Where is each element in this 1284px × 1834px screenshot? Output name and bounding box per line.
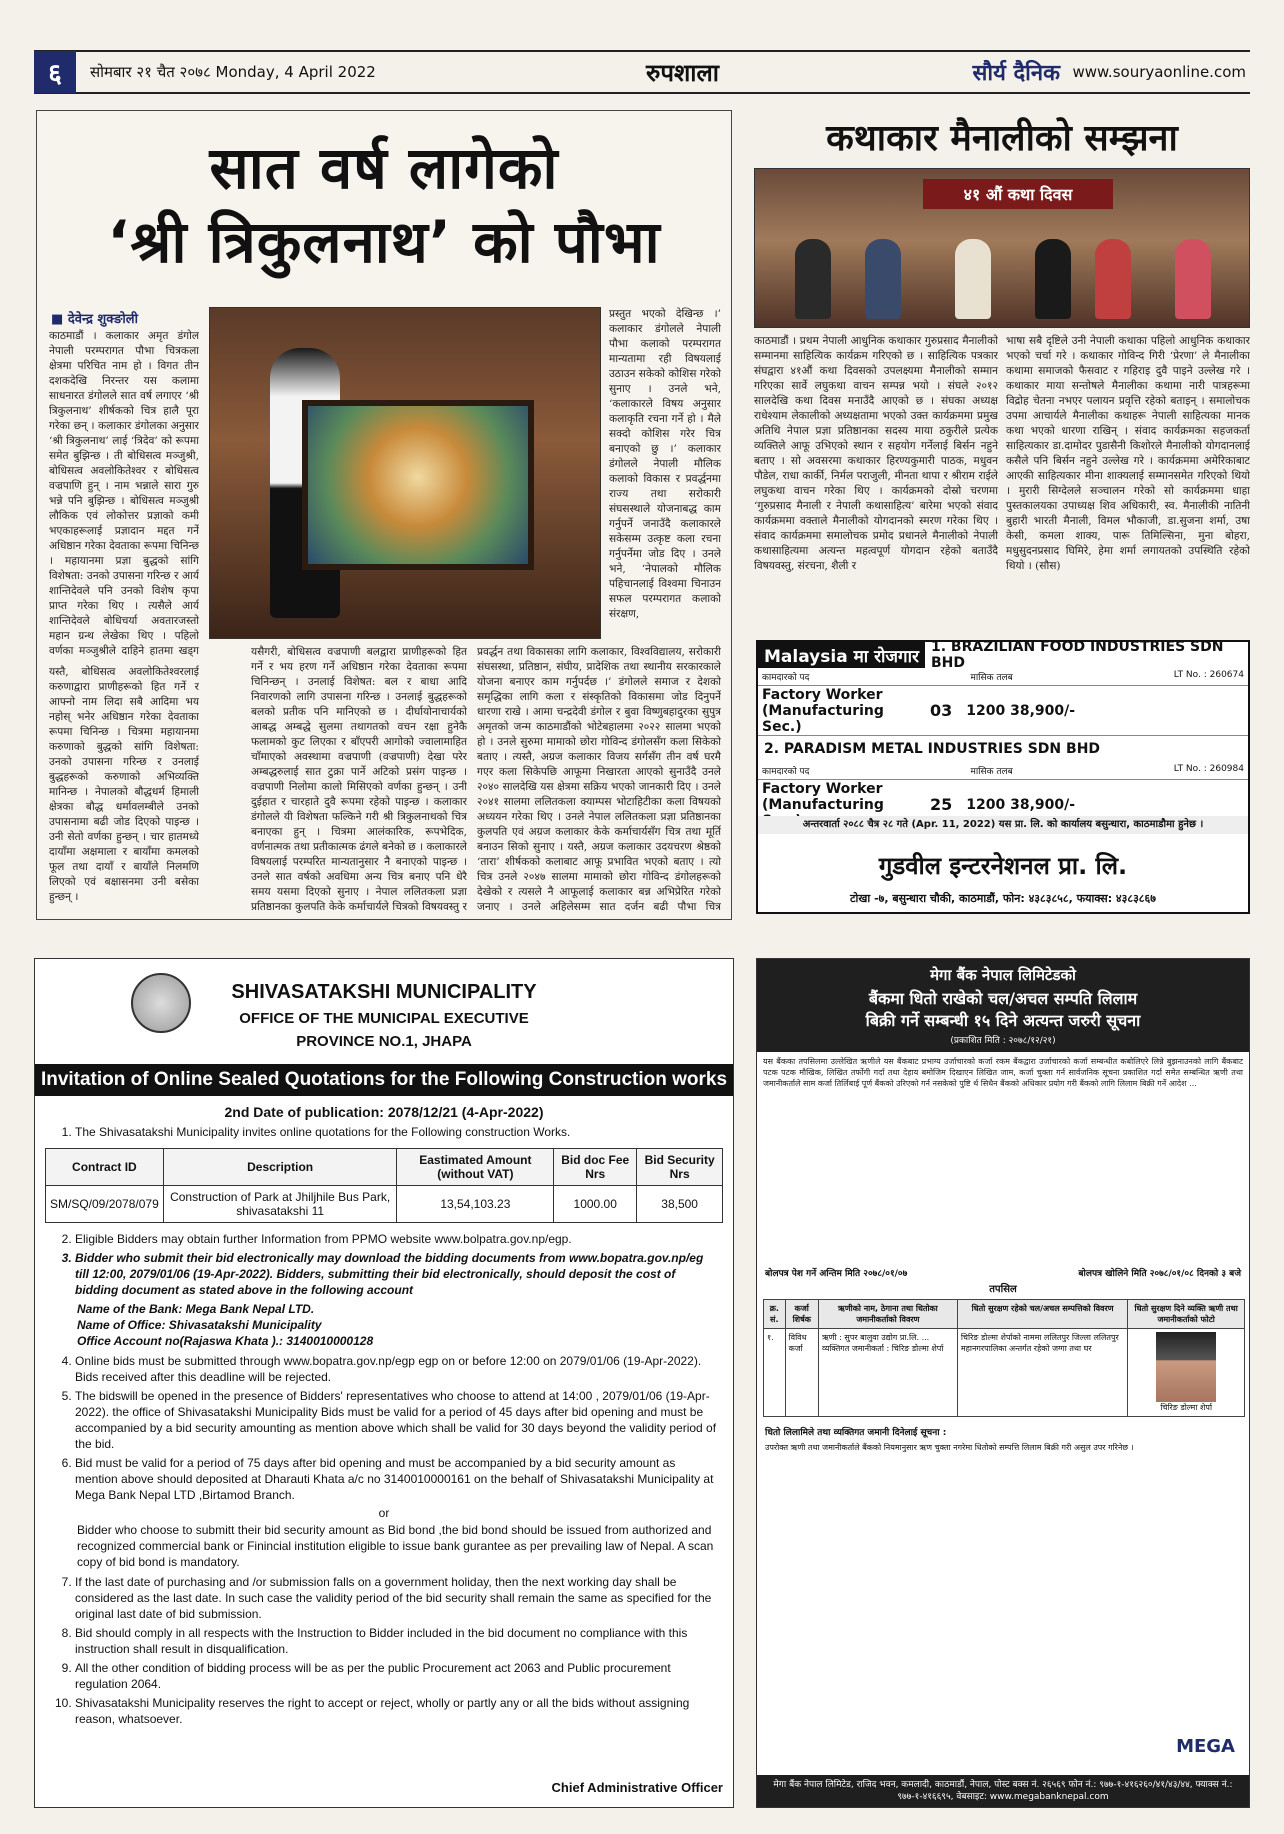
- ad-lt-1: LT No. : 260674: [1173, 670, 1244, 680]
- note-title: धितो लिलामिले तथा व्यक्तिगत जमानी दिनेलाई सूचना :: [765, 1428, 947, 1438]
- col-description: Description: [163, 1149, 397, 1186]
- notice-province: PROVINCE NO.1, JHAPA: [296, 1033, 472, 1050]
- cell-loan-type: विविध कर्जा: [785, 1329, 818, 1417]
- job-count: 03: [930, 701, 953, 720]
- notice-item: 1. The Shivasatakshi Municipality invites online quotations for the Following construction Works.: [75, 1124, 719, 1140]
- section-name: रुपशाला: [646, 58, 720, 87]
- bank-footer: मेगा बैंक नेपाल लिमिटेड, राजिद भवन, कमलादी, काठमाडौं, नेपाल, पोस्ट बक्स नं. २६५६९ फोन नं.: ९७७-१-४१६२६०/४१/४३/४४, फ्याक्स नं.: ९७७-१-४१६६९५, वेबसाइट: www.megabanknepal.com: [757, 1775, 1249, 1807]
- seated-person: [1095, 239, 1131, 319]
- bank-auction-notice: [756, 958, 1250, 1808]
- col-security: Bid Security Nrs: [637, 1149, 723, 1186]
- article-column-1: काठमाडौं । कलाकार अमृत डंगोल नेपाली परम्परागत पौभा चित्रकला क्षेत्रमा परिचित नाम हो । विगत तीन दशकदेखि निरन्तर यस कलामा साधनारत डंगोलले सात वर्ष लगाएर ‘श्री त्रिकुलनाथ’ शीर्षकको चित्र हालै पूरा गरेका छन् । कलाकार डंगोलका अनुसार ‘श्री त्रिकुलनाथ’ लाई ‘त्रिदेव’ को रूपमा समेत बुझिन्छ । ती बोधिसत्व मञ्जुश्री, बोधिसत्व अवलोकितेश्वर र बोधिसत्व वज्रपाणि हुन् । नाम भन्नाले सारा गुरु भन्ने पनि बुझिन्छ । बोधिसत्व मञ्जुश्री लौकिक एवं लोकोत्तर प्रज्ञाको कमी भएकाहरूलाई प्रज्ञादान मद्दत गर्ने अधिष्ठान गरेका देवताका रूपमा चिनिन्छ । महायानमा प्रज्ञा बुद्धको सांगि विशेषता: उनको उपासना गरिन्छ र आर्य शान्तिदेवले पनि उनको विशेष कृपा प्राप्त गरेका थिए । त्यसैले आर्य शान्तिदेवले बोधिचर्या अवतारजस्तो महान ग्रन्थ लेखेका थिए । पहिलो वर्णका मञ्जुश्रीले दाहिने हातमा खड्ग: [49, 330, 199, 657]
- seated-person: [865, 239, 901, 319]
- table-row: [46, 1186, 723, 1223]
- article-column-1b: यस्तै, बोधिसत्व अवलोकितेश्वरलाई करुणाद्वारा प्राणीहरूको हित गर्ने र आफ्नो नाम लिदा सबै आदिमा भय नहोस् भनेर अधिष्ठान गरेका देवताका रूपमा चिनिन्छ । चित्रमा महायानमा करुणाको बुद्धको सांगि विशेषता: उनको उपासना गरिन्छ र उनलाई बुद्धहरूको करुणाको अभिव्यक्ति मानिन्छ । नेपालको बौद्धधर्म हिमाली क्षेत्रका बौद्ध धर्मावलम्बीले उनको उपासनामा बढी जोड दिएको पाइन्छ । उनी सेतो वर्णका हुन्छन् । चार हातमध्ये दायाँमा अक्षमाला र बायाँमा कमलको फूल तथा दायाँ र बायाँले निलमणि लिएको एवं बक्षासनमा उनी बसेका हुन्छन् ।: [49, 666, 199, 903]
- ad-meta-row: [758, 762, 1248, 780]
- bank-notice-body: यस बैंकका तपसिलमा उल्लेखित ऋणीले यस बैंकबाट प्रभाग्य उर्जाचारको कर्जा रकम बैंकद्वारा उर्जाचारको कर्जा सम्बन्धीत कबोलिएरे लिन्ने बुझनाउनको लागि बैंकबाट पटक पटक मौखिक, लिखित तर्फोगी गर्दा तथा देहाय बमोजिम दिखाएन लिखित जाम, कर्जा चुक्ता गर्न सार्वजनिक सूचना प्रकाशित गर्दा समेत सम्बन्धित ऋणी तथा जमानीकर्ताले साम कर्जा तिर्लिबाई पूर्ण बैंकको उरिएको गर्न नसकेको पुष्टि र्थ सिधैन बैंकको अधिकार प्रयोग गरी बैंकको लागि लिलाम बिक्री गर्ने आदेश ...: [763, 1057, 1243, 1088]
- notice-list-cont: [75, 1231, 719, 1298]
- agency-address: टोखा -७, बसुन्धारा चौकी, काठमाडौं, फोन: ४३८३८५८, फयाक्स: ४३८३८६७: [850, 892, 1156, 905]
- tapsil-label: तपसिल: [989, 1284, 1017, 1295]
- job-title: Factory Worker (Manufacturing Sec.): [762, 686, 884, 735]
- seated-person: [1035, 239, 1071, 319]
- article-column-2: यसैगरी, बोधिसत्व वज्रपाणी बलद्वारा प्राणीहरूको हित गर्ने र भय हरण गर्ने अधिष्ठान गरेका देवताका रूपमा चिनिन्छन् । उनलाई विशेषत: बल र बाधा आदि निवारणको लागि उपासना गरिन्छ । उनलाई बुद्धहरूको बलको प्रतीक पनि मानिएको छ । दीर्घायोनाचार्यको आबद्ध अम्बद्धे सुलमा तथागतको वचन रक्षा हुनेकै फलामको कुट लिएका र बाँएपरी आगोको ज्वालामाहित चाँमाएको अवस्थामा वज्रपाणी (वज्रपाणी) देखा परेर अम्बद्धरुलाई सात टुक्रा पार्ने अटिको प्रसंग पाइन्छ । वज्रपाणी निलोमा कालो मिसिएको वर्णका हुन्छन् । उनी दुईहात र चारहाते दुवै रूपमा रहेको पाइन्छ । कलाकार डंगोलले यी विशेषता फल्किने गरी श्री त्रिकुलनाथको चित्र बनाएका हुन् । चित्रमा आलंकारिक, रूपभेदिक, वर्णनात्मक तथा प्रतीकात्मक ढंगले बनेको छ । कलाकारले विषयलाई परम्परित मान्यतानुसार नै बनाएको पाइन्छ । उनले सात वर्षको अवधिमा अन्य चित्र बनाए पनि धेरै समय यसमा दिएको सुनाए । नेपाल ललितकला प्रज्ञा प्रतिष्ठानका कुलपति केके कर्माचार्यले चित्रको विषयवस्तु र: [251, 646, 467, 913]
- job-row-1: [758, 686, 1248, 736]
- table-row: [764, 1329, 1245, 1417]
- bid-bond-note: Bidder who choose to submitt their bid security amount as Bid bond ,the bid bond should be issued from authorized and recognized commercial bank or Finincial institution eligible to issue bank gurantee as per prevailing law of Nepal. A scan copy of bid bond is mandatory.: [77, 1523, 714, 1569]
- ad-lt-2: LT No. : 260984: [1173, 764, 1244, 774]
- paubha-painting: [302, 400, 534, 570]
- note-body: उपरोक्त ऋणी तथा जमानीकर्ताले बैंकको नियमानुसार ऋण चुक्ता नगरेमा धितोको सम्पत्ति लिलाम बिक्री गरी असुल उपर गरिनेछ ।: [765, 1443, 1134, 1452]
- notice-list-cont3: [75, 1574, 719, 1727]
- ad-banner: Malaysia मा रोजगार: [758, 644, 925, 667]
- bank-notice-title-1: बैंकमा धितो राखेको चल/अचल सम्पति लिलाम: [868, 989, 1138, 1008]
- col-photo: धितो सुरक्षण दिने व्यक्ति ऋणी तथा जमानीकर्ताको फोटो: [1128, 1300, 1245, 1329]
- seated-person: [795, 239, 831, 319]
- ad-head-post: कामदारको पद: [762, 767, 810, 777]
- agency-name: गुडवील इन्टरनेशनल प्रा. लि.: [878, 852, 1128, 880]
- notice-list-cont2: [75, 1353, 719, 1503]
- cell-doc-fee: 1000.00: [554, 1186, 637, 1223]
- notice-list: [75, 1124, 719, 1140]
- bank-notice-header: [757, 959, 1249, 1052]
- col-doc-fee: Bid doc Fee Nrs: [554, 1149, 637, 1186]
- event-banner: ४१ औं कथा दिवस: [923, 179, 1113, 209]
- bank-notice-title-2: बिक्री गर्ने सम्बन्धी १५ दिने अत्यन्त जरुरी सूचना: [865, 1011, 1141, 1030]
- byline: ■ देवेन्द्र शुक्ङोली: [51, 309, 138, 327]
- ad-company-bar-2: [758, 736, 1248, 762]
- cell-contract-id: SM/SQ/09/2078/079: [46, 1186, 164, 1223]
- job-salary: 1200 38,900/-: [966, 796, 1076, 813]
- notice-title: SHIVASATAKSHI MUNICIPALITY: [231, 981, 537, 1003]
- website-link[interactable]: www.souryaonline.com: [1072, 63, 1246, 81]
- auction-table: [763, 1299, 1245, 1417]
- office-name: Name of Office: Shivasatakshi Municipality: [77, 1318, 322, 1332]
- tender-notice: [34, 958, 734, 1808]
- ad-head-salary: मासिक तलब: [970, 673, 1013, 683]
- notice-item: 8. Bid should comply in all respects with the Instruction to Bidder included in the bid document no compliance with this instruction shall result in disqualification.: [75, 1625, 719, 1657]
- cell-description: Construction of Park at Jhiljhile Bus Park, shivasatakshi 11: [163, 1186, 397, 1223]
- bank-notice-date: (प्रकाशित मिति : २०७८/१२/२१): [950, 1036, 1056, 1046]
- col-contract-id: Contract ID: [46, 1149, 164, 1186]
- col-asset: धितो सुरक्षण रहेको चल/अचल सम्पत्तिको विवरण: [957, 1300, 1127, 1329]
- job-title: Factory Worker (Manufacturing: [762, 780, 884, 813]
- ad-head-post: कामदारको पद: [762, 673, 810, 683]
- table-header-row: [46, 1149, 723, 1186]
- notice-item: 10. Shivasatakshi Municipality reserves the right to accept or reject, wholly or partly any or all the bids without assigning reason, whatsoever.: [75, 1695, 719, 1727]
- signature: Chief Administrative Officer: [551, 1780, 723, 1795]
- ad-company-2: 2. PARADISM METAL INDUSTRIES SDN BHD: [758, 736, 1248, 762]
- page-number: ६: [34, 51, 76, 93]
- nepal-emblem-icon: [131, 973, 191, 1033]
- event-photo: [754, 168, 1250, 328]
- headline-line1: सात वर्ष लागेको: [209, 134, 559, 202]
- bank-name: Name of the Bank: Mega Bank Nepal LTD.: [77, 1302, 315, 1316]
- notice-item: 7. If the last date of purchasing and /or submission falls on a government holiday, then the next working day shall be considered as the last date. In such case the validity period of the bid security shall remain the same as specified for the original last date of bid submission.: [75, 1574, 719, 1622]
- job-count: 25: [930, 795, 953, 814]
- interview-notice: अन्तरवार्ता २०८८ चैत्र २८ गते (Apr. 11, 2022) यस प्रा. लि. को कार्यालय बसुन्धारा, काठमाडौमा हुनेछ ।: [758, 816, 1248, 834]
- col-amount: Eastimated Amount (without VAT): [397, 1149, 554, 1186]
- notice-item: 5. The bidswill be opened in the presence of Bidders' representatives who choose to attend at 14:00 , 2079/01/06 (19-Apr-2022). the office of Shivasatakshi Municipality Bids must be valid for a period of 45 days after bid opening and must be accompanied by a bid security amounting as mention above which shall be valid for 30 days beyond the validity period of the bid.: [75, 1388, 719, 1452]
- mega-bank-logo: MEGA: [1176, 1736, 1235, 1757]
- col-borrower: ऋणीको नाम, ठेगाना तथा धितोका जमानीकर्ताको विवरण: [818, 1300, 957, 1329]
- bank-dates: [757, 1264, 1249, 1281]
- col-sn: क्र. सं.: [764, 1300, 786, 1329]
- ad-company-1: 1. BRAZILIAN FOOD INDUSTRIES SDN BHD: [925, 642, 1248, 668]
- date-line: सोमबार २१ चैत २०७८ Monday, 4 April 2022: [90, 63, 376, 81]
- headline-line2: ‘श्री त्रिकुलनाथ’ को पौभा: [107, 208, 661, 276]
- newspaper-brand: सौर्य दैनिक: [972, 61, 1060, 86]
- table-header-row: [764, 1300, 1245, 1329]
- artist-photo: [209, 307, 601, 639]
- bid-deadline: बोलपत्र पेश गर्ने अन्तिम मिति २०७८/०१/०७: [765, 1269, 908, 1279]
- ad-head-salary: मासिक तलब: [970, 767, 1013, 777]
- article-column-3: प्रस्तुत भएको देखिन्छ ।’ कलाकार डंगोलले नेपाली पौभा कलाको परम्परागत मान्यतामा रही विषयलाई उठाउन सकेको कोशिस गरेको सुनाए । उनले भने, ‘कलाकारले विषय अनुसार कलाकृति रचना गर्ने हो । मैले सक्दो कोशिस गरेर चित्र बनाएको छु ।’ कलाकार डंगोलले नेपाली मौलिक कलाको विकास र प्रवर्द्धनमा राज्य तथा सरोकारी संघसस्थाले योजनाबद्ध काम गर्नुपर्ने जनाउँदै कलाकारले सकेसम्म उत्कृष्ट कला रचना गर्नुपर्नेमा जोड दिए । उनले भने, ‘नेपालको मौलिक पहिचानलाई विश्वमा चिनाउन सफल परम्परागत कलाको संरक्षण,: [609, 308, 721, 620]
- cell-amount: 13,54,103.23: [397, 1186, 554, 1223]
- article-column-3b: प्रवर्द्धन तथा विकासका लागि कलाकार, विश्वविद्यालय, सरोकारी संघसस्था, प्रतिष्ठान, संघीय, प्रादेशिक तथा स्थानीय सरकारकाले योजना बनाएर काम गर्नुपर्दछ ।’ डंगोलले समाज र देशको समृद्धिका लागि कला र संस्कृतिको विकासमा जोड दिनुपर्ने धारणा राखे । आमा चन्द्रदेवी डंगोल र बुवा विष्णुबहादुरका सुपुत्र अमृतको जन्म काठमाडौंको भोटेबहालमा २०२२ सालमा भएको हो । उनले सुरुमा मामाको छोरा गोविन्द डंगोलसँग कला सिकेको बताए । त्यस्तै, अग्रज कलाकार विजय सर्गसँग तीन वर्ष घरमै गएर कला सिकेपछि आफूमा निखारता आएको सुनाउँदै उनले २०४० सालदेखि यस क्षेत्रमा सक्रिय भएको जानकारी दिए । उनले २०४१ सालमा ललितकला क्याम्पस भोटाहिटीका कला विषयको अध्ययन गरेका थिए । उनले नेपाल ललितकला प्रज्ञा प्रतिष्ठानका कुलपति एवं अग्रज कलाकार केके कर्माचार्यसँग चित्र तथा मूर्ति बनाउन सिको सुनाए । यस्तै, अग्रज कलाकार उदयचरण श्रेष्ठको ‘तारा’ शीर्षकको कलाबाट आफू प्रभावित भएको बताए । त्यो चित्र उनले २०४७ सालमा मामाको छोरा गोविन्द डंगोलहरूको देखेको र त्यसले नै आफूलाई कलाकार बन्न अभिप्रेरित गरेको जनाए । उनले अहिलेसम्म सात दर्जन बढी पौभा चित्र: [477, 646, 721, 913]
- ad-top-bar: [758, 639, 1248, 671]
- cell-security: 38,500: [637, 1186, 723, 1223]
- right-article-column-2: भाषा सबै दृष्टिले उनी नेपाली कथाका पहिलो आधुनिक कथाकार भएको चर्चा गरे । कथाकार गोविन्द गिरी ‘प्रेरणा’ ले मैनालीका कथामा समाजको फैसवाट र गहिराइ दुवै पाइने उल्लेख गरे । कथाकार माया सन्तोषले मैनालीका कथामा नारी पात्रहरूमा विद्रोह चेतना नभएर पलायन प्रवृत्ति रहेको बताइन् । समालोचक उपमा आचार्यले मैनालीका कथाहरू नेपाली साहित्यका मानक कथा भएको धारणा राखिन् । संवाद कार्यक्रमका सहजकर्ता साहित्यकार डा.दामोदर पुडासैनी किशोरले मैनालीको योगदानलाई कसैले पनि बिर्सन नहुने उल्लेख गरे । कार्यक्रममा अमेरिकाबाट आएकी साहित्यकार मीना शाक्यलाई सम्मानसमेत गरिएको थियो । मुरारी सिग्देलले सञ्चालन गरेको सो कार्यक्रममा धाहा पुस्तकालयका उपाध्यक्ष शिव अधिकारी, स्व. मैनालीकी नातिनी बुहारी भारती मैनाली, विमल भौकाजी, डा.सुजना शर्मा, उषा केसी, कमला शाक्य, पारू तिमिल्सिना, मुना बोहरा, मधुसुदनप्रसाद घिमिरे, हेमा शर्मा लगायतको उपस्थिति रहेको थियो । (सौस): [1006, 335, 1250, 572]
- notice-item: 4. Online bids must be submitted through www.bopatra.gov.np/egp egp on or before 12:00 on 2079/01/06 (19-Apr-2022). Bids received after this deadline will be rejected.: [75, 1353, 719, 1385]
- cell-borrower: ऋणी : सुपर बालुवा उद्योग प्रा.लि. ... व्यक्तिगत जमानीकर्ता : चिरिङ डोल्मा शेर्पा: [818, 1329, 957, 1417]
- masthead: [34, 50, 1250, 94]
- guarantor-photo: [1156, 1332, 1216, 1402]
- ad-meta-row: [758, 668, 1248, 686]
- cell-asset: चिरिङ डोल्मा शेर्पाको नाममा ललितपुर जिल्ला ललितपुर महानगरपालिका अन्तर्गत रहेको जग्गा तथा घर: [957, 1329, 1127, 1417]
- account-number: Office Account no(Rajaswa Khata ).: 3140010000128: [77, 1334, 374, 1348]
- notice-office: OFFICE OF THE MUNICIPAL EXECUTIVE: [239, 1010, 529, 1027]
- col-loan-type: कर्जा शिर्षक: [785, 1300, 818, 1329]
- bid-opening: बोलपत्र खोलिने मिति २०७८/०१/०८ दिनको ३ बजे: [1078, 1269, 1241, 1279]
- seated-person: [955, 239, 991, 319]
- publication-date: 2nd Date of publication: 2078/12/21 (4-Apr-2022): [224, 1104, 544, 1120]
- bank-name-title: मेगा बैंक नेपाल लिमिटेडको: [930, 966, 1076, 984]
- right-article-title: कथाकार मैनालीको सम्झना: [826, 118, 1178, 159]
- cell-sn: १.: [764, 1329, 786, 1417]
- notice-item: 3. Bidder who submit their bid electronically may download the bidding documents from www.bopatra.gov.np/eg till 12:00, 2079/01/06 (19-Apr-2022). Bidders, submitting their bid electronically, should deposit the cost of bidding document as stated above in the following account: [75, 1250, 719, 1298]
- notice-heading-bar: Invitation of Online Sealed Quotations for the Following Construction works: [35, 1064, 733, 1096]
- cell-photo: [1128, 1329, 1245, 1417]
- notice-item: 9. All the other condition of bidding process will be as per the public Procurement act 2063 and Public procurement regulation 2064.: [75, 1660, 719, 1692]
- notice-item: 6. Bid must be valid for a period of 75 days after bid opening and must be accompanied by a bid security amount as mention above should deposited at Dharauti Khata a/c no 3140010000161 on the behalf of Shivasatakshi Municipality at Mega Bank Nepal LTD ,Birtamod Branch.: [75, 1455, 719, 1503]
- job-advertisement: [756, 640, 1250, 914]
- headline: [37, 131, 731, 279]
- main-article: [36, 110, 732, 920]
- right-article-column-1: काठमाडौं । प्रथम नेपाली आधुनिक कथाकार गुरुप्रसाद मैनालीको सम्मानमा साहित्यिक कार्यक्रम गरिएको छ । साहित्यिक पत्रकार संघद्वारा ४१औं कथा दिवसको उपलक्ष्यमा मैनालीको सम्मान गरिएका सार्वे लघुकथा वाचन सम्पन्न भयो । संघले २०१२ सालदेखि कथा दिवस मनाउँदै आएको छ । संघका अध्यक्ष राधेश्याम लेकालीको अध्यक्षतामा भएको उक्त कार्यक्रममा प्रमुख अतिथि नेपाल प्रज्ञा प्रतिष्ठानका सदस्य माया ठकुरीले प्रत्येक व्यक्तिले आफू उभिएको स्थान र सहयोग गर्नेलाई बिर्सन नहुने बताए । सो अवसरमा कथाकार हिरण्यकुमारी पाठक, मधुवन पौडेल, राधा कार्की, निर्मल पराजुली, मीनता थापा र श्रीराम राईले लघुकथा वाचन गरेका थिए । कार्यक्रमको दोस्रो चरणमा ‘गुरुप्रसाद मैनाली र नेपाली कथासाहित्य’ बारेमा भएको संवाद कार्यक्रममा वक्ताले मैनालीको योगदानको स्मरण गरेका थिए । संवाद कार्यक्रममा समालोचक प्रमोद प्रधानले मैनालीको नेपाली कथासाहित्यमा अत्यन्त महत्वपूर्ण योगदान रहेको बताउँदै विषयवस्तु, संरचना, शैली र: [754, 335, 998, 572]
- seated-person: [1175, 239, 1211, 319]
- job-salary: 1200 38,900/-: [966, 702, 1076, 719]
- or-separator: or: [378, 1506, 390, 1520]
- guarantor-name: चिरिङ डोल्मा शेर्पा: [1160, 1403, 1213, 1412]
- notice-item: 2. Eligible Bidders may obtain further Information from PPMO website www.bolpatra.gov.np/egp.: [75, 1231, 719, 1247]
- contract-table: [45, 1148, 723, 1223]
